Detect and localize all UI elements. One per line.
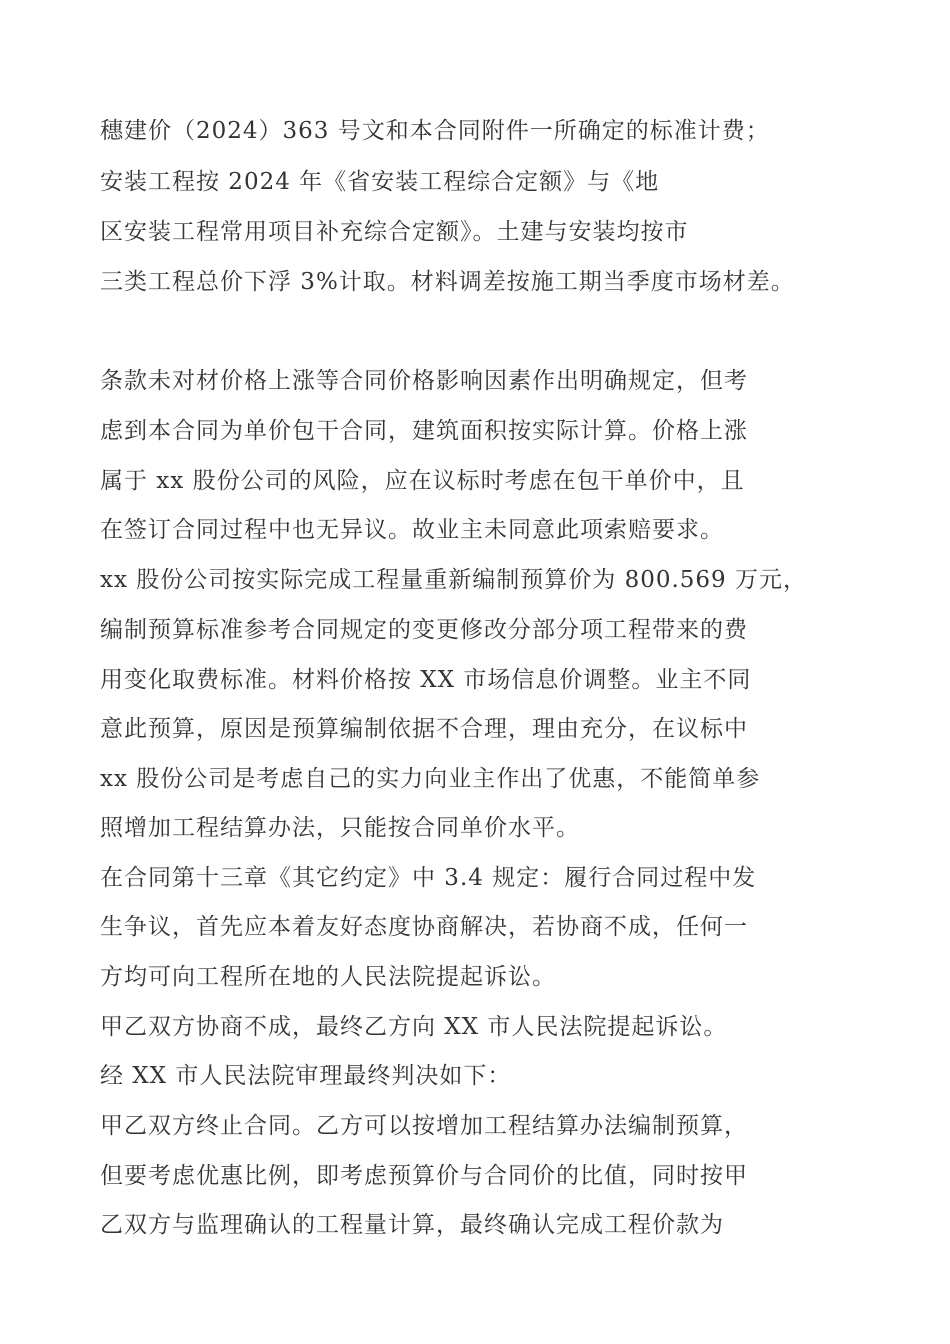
text-line: 照增加工程结算办法，只能按合同单价水平。 — [100, 815, 580, 841]
text-line: 经 XX 市人民法院审理最终判决如下： — [100, 1063, 512, 1089]
text-line: 生争议，首先应本着友好态度协商解决，若协商不成，任何一 — [100, 914, 748, 940]
text-line: xx 股份公司按实际完成工程量重新编制预算价为 800.569 万元， — [100, 567, 807, 593]
text-line: 区安装工程常用项目补充综合定额》。土建与安装均按市 — [100, 219, 689, 245]
text-line: 属于 xx 股份公司的风险，应在议标时考虑在包干单价中，且 — [100, 468, 745, 494]
text-line: 编制预算标准参考合同规定的变更修改分部分项工程带来的费 — [100, 617, 748, 643]
text-line: 甲乙双方终止合同。乙方可以按增加工程结算办法编制预算， — [100, 1113, 748, 1139]
text-line: 但要考虑优惠比例，即考虑预算价与合同价的比值，同时按甲 — [100, 1163, 748, 1189]
text-line: 意此预算，原因是预算编制依据不合理，理由充分，在议标中 — [100, 716, 748, 742]
text-line: 用变化取费标准。材料价格按 XX 市场信息价调整。业主不同 — [100, 667, 752, 693]
text-line: 条款未对材价格上涨等合同价格影响因素作出明确规定，但考 — [100, 368, 748, 394]
text-line: 三类工程总价下浮 3%计取。材料调差按施工期当季度市场材差。 — [100, 269, 795, 295]
text-line: xx 股份公司是考虑自己的实力向业主作出了优惠，不能简单参 — [100, 766, 761, 792]
text-line: 虑到本合同为单价包干合同，建筑面积按实际计算。价格上涨 — [100, 418, 748, 444]
text-line: 乙双方与监理确认的工程量计算，最终确认完成工程价款为 — [100, 1212, 724, 1238]
text-line: 在签订合同过程中也无异议。故业主未同意此项索赔要求。 — [100, 517, 724, 543]
text-line: 穗建价（2024）363 号文和本合同附件一所确定的标准计费； — [100, 118, 770, 144]
text-line: 甲乙双方协商不成，最终乙方向 XX 市人民法院提起诉讼。 — [100, 1014, 728, 1040]
text-line: 安装工程按 2024 年《省安装工程综合定额》与《地 — [100, 169, 660, 195]
text-line: 在合同第十三章《其它约定》中 3.4 规定：履行合同过程中发 — [100, 865, 757, 891]
text-line: 方均可向工程所在地的人民法院提起诉讼。 — [100, 964, 556, 990]
